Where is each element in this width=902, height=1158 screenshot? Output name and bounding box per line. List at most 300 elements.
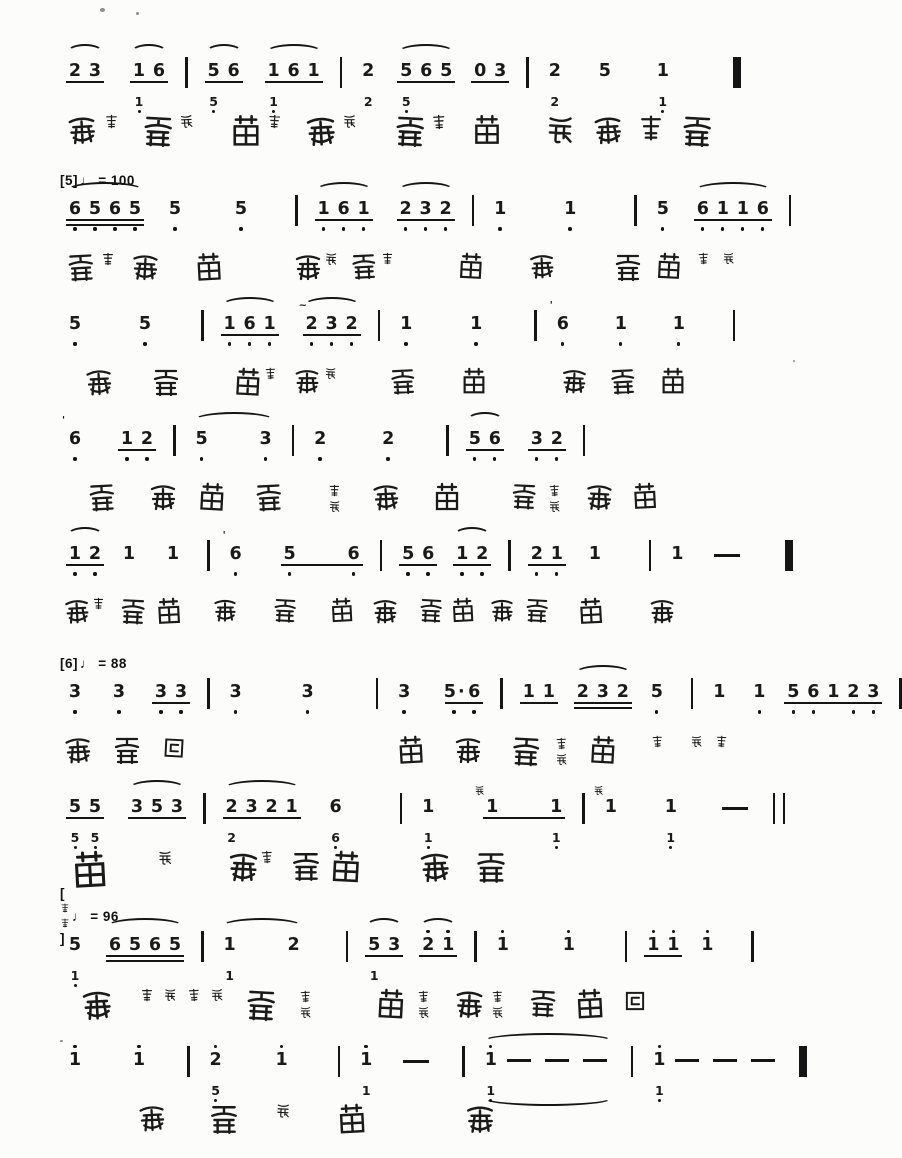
- note-digit: 1: [263, 314, 276, 334]
- octave-dot-below-slot: [322, 227, 325, 231]
- beam-group: [164, 537, 182, 576]
- tablature-glyph: [327, 596, 356, 625]
- tablature-glyph: [139, 113, 177, 151]
- octave-dot-below-slot: [234, 710, 237, 714]
- note-digit: 3: [88, 61, 102, 81]
- note: [208, 1043, 224, 1102]
- note: [645, 928, 661, 967]
- barline-single: [173, 425, 176, 456]
- system: [58, 169, 768, 300]
- note: [119, 422, 135, 461]
- tablature-glyph: [714, 735, 728, 749]
- note-digit: 3: [419, 199, 432, 219]
- octave-dot-below-slot: [179, 710, 182, 714]
- note: [360, 54, 376, 108]
- tablature-glyph: [431, 482, 463, 514]
- beam-group: [128, 790, 186, 829]
- octave-dot-below: [93, 227, 96, 230]
- note: [346, 537, 362, 576]
- note-digit: 3: [301, 682, 314, 702]
- jianpu-line: [58, 928, 768, 983]
- tablature-glyph: [452, 735, 484, 767]
- tablature-glyph: [455, 251, 487, 283]
- note: [328, 790, 344, 849]
- note-digit: 6: [229, 544, 242, 564]
- octave-dot-below: [386, 457, 389, 460]
- octave-dot-below: [619, 342, 622, 345]
- note-group: [273, 1043, 291, 1082]
- note: [137, 307, 153, 346]
- barline-single: [207, 540, 210, 571]
- tablature-glyph: [150, 367, 182, 399]
- note-group: [66, 54, 104, 93]
- note: [356, 192, 372, 231]
- beam-group: [784, 675, 882, 714]
- note-digit: 2: [422, 935, 435, 955]
- score-body: [58, 54, 880, 1158]
- note-group: [315, 192, 373, 231]
- octave-dot-above: [214, 1045, 217, 1048]
- note-group: [379, 422, 397, 461]
- beam-group: [419, 928, 457, 967]
- beam-group: [265, 54, 323, 113]
- spacer: [586, 928, 616, 929]
- note-digit: 0: [474, 61, 487, 81]
- note-digit: 2: [576, 682, 589, 702]
- note-group: [66, 1043, 84, 1082]
- note: [266, 54, 282, 113]
- augmentation-dot: ·: [457, 682, 465, 702]
- tablature-glyph: [61, 734, 95, 768]
- note-digit: 2: [287, 935, 300, 955]
- beam-group: [357, 1043, 375, 1097]
- octave-dot-above: [73, 1045, 76, 1048]
- second-voice-digit: 1: [369, 968, 379, 983]
- second-voice-digit: 1: [134, 94, 144, 109]
- tablature-glyph: [160, 734, 187, 761]
- octave-dot-below-slot: [350, 342, 353, 346]
- note: [274, 1043, 290, 1082]
- note-digit: 1: [400, 314, 413, 334]
- note-digit: 3: [867, 682, 880, 702]
- octave-dot-below: [655, 710, 658, 713]
- note-group: [612, 307, 630, 346]
- beam-group: [66, 790, 104, 849]
- note: [440, 928, 456, 967]
- note-digit: 5: [88, 199, 102, 219]
- beam-group: [466, 422, 504, 461]
- beam-group: [118, 422, 156, 461]
- octave-dot-below-slot: [145, 457, 148, 461]
- note: [466, 675, 482, 714]
- octave-dot-below-slot: [234, 572, 237, 576]
- octave-dot-below-slot: [159, 710, 162, 714]
- note-digit: 3: [494, 61, 507, 81]
- note-group: [650, 1043, 782, 1102]
- ornament-mark: ': [549, 300, 553, 311]
- spacer: [156, 1043, 178, 1044]
- note-digit: 1: [522, 682, 535, 702]
- octave-dot-below: [73, 710, 76, 713]
- beam-group: [670, 307, 688, 346]
- jianpu-line: [58, 1043, 768, 1098]
- note-digit: 6: [227, 61, 240, 81]
- tempo-marking: [60, 652, 768, 674]
- second-voice-digit: 1: [361, 1083, 371, 1098]
- beam-group: [648, 675, 666, 714]
- barline-single: [446, 425, 449, 456]
- second-voice-digit: 1: [269, 94, 278, 109]
- spacer: [112, 54, 122, 55]
- octave-dot-below-slot: [113, 227, 116, 231]
- beam-group: [698, 928, 716, 967]
- spacer: [325, 675, 367, 676]
- tablature-glyph: [274, 1103, 291, 1120]
- barline-single: [583, 425, 586, 456]
- note-digit: 3: [388, 935, 401, 955]
- tablature-glyph: [292, 252, 324, 284]
- octave-dot-below-slot: [362, 227, 365, 231]
- bracket: ]: [73, 172, 79, 188]
- note-group: [223, 790, 301, 844]
- note: [258, 422, 274, 461]
- octave-dot-below: [426, 572, 429, 575]
- note-group: [66, 307, 84, 346]
- octave-dot-below: [460, 572, 463, 575]
- bracket: ]: [73, 655, 79, 671]
- jianpu-line: [58, 675, 880, 727]
- slur-arc: [483, 1033, 613, 1049]
- note-group: [466, 422, 504, 461]
- note-group: [471, 54, 509, 93]
- tablature-glyph: [224, 849, 262, 887]
- note: [286, 928, 302, 982]
- beam-group: [750, 675, 768, 714]
- note: [153, 675, 169, 714]
- note-digit: 6: [68, 429, 82, 449]
- note: [549, 537, 565, 576]
- note-group: [710, 675, 728, 714]
- note-digit: 2: [550, 429, 563, 449]
- note-group: [62, 415, 84, 461]
- note: [167, 928, 183, 967]
- note-digit: 1: [496, 935, 509, 955]
- note: [651, 1043, 667, 1102]
- beam-group: [612, 307, 630, 346]
- note-digit: 3: [398, 682, 411, 702]
- note: [805, 675, 821, 714]
- note-digit: 5: [128, 199, 142, 219]
- tablature-glyph: [555, 753, 568, 766]
- octave-dot-below: [350, 342, 353, 345]
- note-digit: 1: [422, 797, 435, 817]
- note-group: [118, 422, 156, 461]
- octave-dot-below: [568, 227, 571, 230]
- note-digit: 2: [382, 429, 395, 449]
- note: [324, 307, 340, 346]
- octave-dot-below: [761, 227, 764, 230]
- barline-single: [526, 57, 529, 88]
- note-digit: 5: [400, 61, 413, 81]
- beam-group: [130, 1043, 148, 1082]
- octave-dot-below: [143, 342, 146, 345]
- spacer: [748, 537, 776, 538]
- ornament-mark: ': [222, 530, 226, 541]
- note-digit: 6: [347, 544, 360, 564]
- tablature-glyph: [104, 114, 119, 129]
- tablature-glyph: [211, 597, 239, 625]
- note: [67, 307, 83, 346]
- spacer: [258, 192, 286, 193]
- note-digit: 5: [402, 544, 415, 564]
- beam-group: [546, 54, 564, 108]
- octave-dot-below: [248, 342, 251, 345]
- note-digit: 5: [168, 935, 182, 955]
- bracket: ]: [60, 931, 65, 946]
- tablature-glyph: [231, 366, 265, 400]
- octave-dot-below: [480, 572, 483, 575]
- tablature-glyph: [147, 482, 179, 514]
- second-voice-digit: 5: [70, 830, 80, 845]
- note-digit: 1: [223, 935, 236, 955]
- tablature-glyph: [526, 987, 560, 1021]
- octave-dot-below-slot: [93, 227, 96, 231]
- tablature-glyph: [68, 849, 112, 893]
- note-digit: 5: [283, 544, 296, 564]
- octave-dot-below: [362, 227, 365, 230]
- tablature-glyph: [196, 481, 230, 515]
- note-digit: 1: [656, 61, 669, 81]
- duration-dash: [583, 1059, 607, 1062]
- note-digit: 5: [598, 61, 611, 81]
- second-voice-digit: 5: [209, 94, 218, 109]
- octave-dot-below-slot: [424, 227, 427, 231]
- note-group: [66, 192, 144, 231]
- beam-group: [520, 675, 558, 714]
- tablature-glyph: [373, 987, 409, 1023]
- octave-dot-above: [658, 1045, 661, 1048]
- note-group: [668, 537, 686, 576]
- note: [492, 192, 508, 231]
- note-digit: 3: [154, 682, 168, 702]
- beam-group: [528, 422, 566, 461]
- system: [58, 790, 768, 898]
- tablature-glyph: [270, 596, 299, 625]
- tablature-glyph: [459, 367, 489, 397]
- note-group: [152, 675, 190, 714]
- octave-dot-below: [812, 710, 815, 713]
- spacer: [736, 675, 742, 676]
- tablature-glyph: [612, 252, 644, 284]
- beam-group: [596, 54, 614, 93]
- note: [228, 675, 244, 714]
- bracket: [: [60, 655, 65, 671]
- tablature-row: [58, 365, 768, 415]
- note-digit: 5: [468, 429, 481, 449]
- note: [671, 307, 687, 346]
- note-digit: 5: [168, 199, 182, 219]
- barline-single: [582, 793, 585, 824]
- note-digit: 5: [234, 199, 248, 219]
- barline-double: [773, 793, 785, 824]
- tablature-glyph: [342, 114, 357, 129]
- octave-dot-below-slot: [404, 342, 407, 346]
- spacer: [233, 1043, 265, 1044]
- spacer: [92, 1043, 122, 1044]
- note-group: [397, 192, 455, 231]
- second-voice-digit: 2: [363, 94, 373, 109]
- octave-dot-below: [239, 227, 242, 230]
- duration-dash: [751, 1059, 775, 1062]
- note-digit: 1: [542, 682, 555, 702]
- octave-dot-above: [137, 1045, 140, 1048]
- note: [127, 192, 143, 231]
- note: [336, 192, 352, 231]
- tablature-glyph: [416, 990, 430, 1004]
- note: [495, 928, 511, 967]
- octave-dot-below: [406, 572, 409, 575]
- spacer: [190, 537, 198, 538]
- octave-dot-below: [173, 227, 176, 230]
- tablature-glyph: [473, 850, 509, 886]
- harmonic-mark: [474, 783, 485, 794]
- note-group: [662, 790, 680, 849]
- tablature-glyph: [78, 987, 116, 1025]
- note: [561, 928, 577, 967]
- tablature-glyph: [111, 735, 143, 767]
- octave-dot-above-slot: [658, 1043, 661, 1050]
- beam-group: [232, 192, 250, 231]
- note: [663, 790, 679, 849]
- note-group: [648, 675, 666, 714]
- metronome-text: ♩ = 100: [80, 172, 135, 188]
- note: [222, 307, 238, 346]
- barline-single: [625, 931, 628, 962]
- octave-dot-below-slot: [73, 572, 76, 576]
- octave-dot-below-slot: [310, 342, 313, 346]
- octave-dot-below-slot: [493, 457, 496, 461]
- note: [165, 537, 181, 576]
- second-voice-digit: 1: [666, 830, 676, 845]
- octave-dot-below: [493, 457, 496, 460]
- note-digit: 6: [337, 199, 350, 219]
- note-group: [574, 675, 632, 714]
- note-digit: 2: [399, 199, 412, 219]
- tablature-glyph: [678, 113, 716, 151]
- note: [366, 928, 382, 982]
- spacer: [572, 54, 588, 55]
- tablature-glyph: [328, 484, 341, 497]
- beam-group: [453, 537, 491, 576]
- beam-group: [66, 192, 144, 231]
- note: [484, 790, 500, 849]
- barline-single: [631, 1046, 634, 1077]
- note-digit: 6: [287, 61, 300, 81]
- note-group: [66, 790, 104, 849]
- note: [785, 675, 801, 714]
- octave-dot-below: [264, 457, 267, 460]
- note-digit: 1: [564, 199, 577, 219]
- tablature-glyph: [210, 988, 224, 1002]
- barline-single: [534, 310, 537, 341]
- note-group: [520, 675, 558, 714]
- note-digit: 2: [68, 61, 82, 81]
- octave-dot-below: [306, 710, 309, 713]
- octave-dot-below-slot: [460, 572, 463, 576]
- note: [613, 307, 629, 346]
- octave-dot-above: [706, 930, 709, 933]
- tablature-row: [58, 1101, 768, 1151]
- spacer: [152, 192, 158, 193]
- tablature-row: [58, 595, 768, 645]
- note: [548, 790, 564, 849]
- note: [111, 675, 127, 714]
- note-digit: 5: [68, 935, 82, 955]
- barline-single: [462, 1046, 465, 1077]
- octave-dot-below-slot: [93, 572, 96, 576]
- octave-dot-above: [672, 930, 675, 933]
- tablature-glyph: [157, 850, 173, 866]
- spacer: [638, 307, 662, 308]
- note: [226, 54, 242, 113]
- tablature-glyph: [135, 1102, 169, 1136]
- note: [735, 192, 751, 231]
- note: [264, 790, 280, 844]
- note-digit: 5: [195, 429, 208, 449]
- octave-dot-below: [234, 710, 237, 713]
- note-digit: 1: [713, 682, 726, 702]
- octave-dot-above-slot: [672, 928, 675, 935]
- note-digit: 1: [753, 682, 766, 702]
- tablature-glyph: [548, 484, 562, 498]
- note-group: [365, 928, 403, 982]
- octave-dot-above-slot: [706, 928, 709, 935]
- spacer: [520, 928, 552, 929]
- note-digit: 1: [317, 199, 330, 219]
- spacer: [493, 307, 525, 308]
- note: [865, 675, 881, 714]
- tablature-glyph: [463, 1103, 497, 1137]
- octave-dot-above: [280, 1045, 283, 1048]
- note-group: [106, 928, 184, 967]
- beam-group: [644, 928, 682, 967]
- note: [487, 422, 503, 461]
- beam-group: [66, 1043, 84, 1082]
- note-group: [482, 1043, 614, 1102]
- barline-single: [295, 195, 298, 226]
- note-digit: 1: [701, 935, 714, 955]
- octave-dot-below-slot: [472, 710, 475, 714]
- octave-dot-below: [792, 710, 795, 713]
- tablature-glyph: [370, 597, 400, 627]
- note-group: [221, 928, 303, 982]
- octave-dot-below: [555, 572, 558, 575]
- note-group: [120, 537, 138, 576]
- note-digit: 2: [140, 429, 154, 449]
- octave-dot-above: [489, 1045, 492, 1048]
- note-digit: 5: [368, 935, 381, 955]
- octave-dot-below: [288, 572, 291, 575]
- tablature-glyph: [491, 990, 505, 1004]
- octave-dot-below-slot: [619, 342, 622, 346]
- note-digit: 2: [439, 199, 452, 219]
- tablature-glyph: [651, 735, 665, 749]
- spacer: [251, 54, 257, 55]
- octave-dot-below: [93, 572, 96, 575]
- tablature-glyph: [140, 988, 154, 1002]
- note: [87, 54, 103, 93]
- note: [549, 422, 565, 461]
